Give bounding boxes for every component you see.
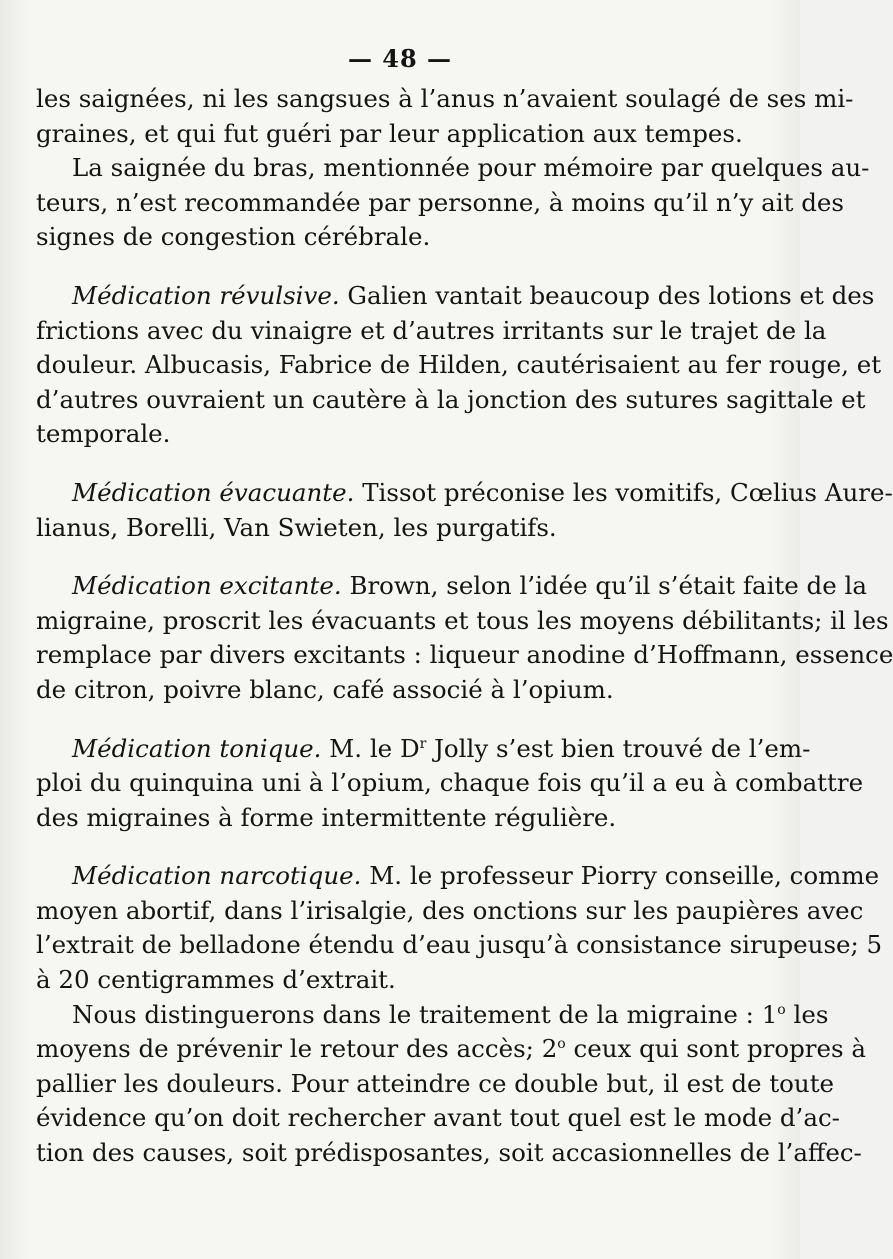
- paragraph-nous-distinguerons: [36, 998, 866, 1171]
- text-line: de citron, poivre blanc, café associé à l’opium.: [36, 674, 614, 704]
- paragraph-medication-narcotique: [36, 859, 883, 997]
- text-line: moyen abortif, dans l’irisalgie, des onctions sur les paupières avec: [36, 895, 864, 925]
- text-line: Médication tonique. M. le $D^r$ Jolly s’est bien trouvé de l’em-: [72, 733, 811, 763]
- text-line: signes de congestion cérébrale.: [36, 222, 431, 252]
- paragraph-medication-excitante: [36, 569, 893, 707]
- text-line: l’extrait de belladone étendu d’eau jusqu’à consistance sirupeuse; 5: [36, 930, 883, 960]
- section-heading: Médication narcotique.: [72, 861, 362, 891]
- text-line: remplace par divers excitants : liqueur anodine d’Hoffmann, essence: [36, 640, 893, 670]
- text-line: évidence qu’on doit rechercher avant tout quel est le mode d’ac-: [36, 1103, 840, 1133]
- text-line: La saignée du bras, mentionnée pour mémoire par quelques au-: [72, 153, 870, 183]
- text-line: migraine, proscrit les évacuants et tous les moyens débilitants; il les: [36, 605, 889, 635]
- paragraph-medication-revulsive: [36, 279, 882, 452]
- text-line: temporale.: [36, 419, 171, 449]
- page-text: [36, 82, 893, 1171]
- text-line: des migraines à forme intermittente régulière.: [36, 802, 617, 832]
- text-line: lianus, Borelli, Van Swieten, les purgatifs.: [36, 512, 557, 542]
- text-line: teurs, n’est recommandée par personne, à moins qu’il n’y ait des: [36, 187, 844, 217]
- text-line: à 20 centigrammes d’extrait.: [36, 965, 396, 995]
- paragraph-saignees: [36, 82, 854, 151]
- paragraph-medication-evacuante: [36, 476, 893, 545]
- section-heading: Médication révulsive.: [72, 280, 340, 310]
- text-line: pallier les douleurs. Pour atteindre ce double but, il est de toute: [36, 1068, 835, 1098]
- paragraph-saignee-du-bras: [36, 151, 870, 255]
- text-line: Médication évacuante. Tissot préconise les vomitifs, Cœlius Aure-: [72, 477, 893, 507]
- text-line: graines, et qui fut guéri par leur application aux tempes.: [36, 118, 743, 148]
- text-line: frictions avec du vinaigre et d’autres irritants sur le trajet de la: [36, 315, 827, 345]
- text-line: ploi du quinquina uni à l’opium, chaque fois qu’il a eu à combattre: [36, 768, 864, 798]
- section-heading: Médication tonique.: [72, 733, 322, 763]
- text-line: Médication excitante. Brown, selon l’idée qu’il s’était faite de la: [72, 571, 867, 601]
- text-line: tion des causes, soit prédisposantes, soit accasionnelles de l’affec-: [36, 1138, 862, 1168]
- text-line: les saignées, ni les sangsues à l’anus n’avaient soulagé de ses mi-: [36, 84, 854, 113]
- text-line: Médication révulsive. Galien vantait beaucoup des lotions et des: [72, 280, 875, 310]
- section-heading: Médication excitante.: [72, 571, 342, 601]
- paragraph-medication-tonique: [36, 732, 864, 836]
- text-line: Nous distinguerons dans le traitement de la migraine : 1$^o$ les: [72, 999, 829, 1029]
- text-line: d’autres ouvraient un cautère à la jonction des sutures sagittale et: [36, 384, 866, 414]
- text-line: moyens de prévenir le retour des accès; 2$^o$ ceux qui sont propres à: [36, 1034, 866, 1064]
- page-number: — 48 —: [347, 44, 453, 73]
- section-heading: Médication évacuante.: [72, 477, 355, 507]
- text-line: Médication narcotique. M. le professeur Piorry conseille, comme: [72, 861, 880, 891]
- text-line: douleur. Albucasis, Fabrice de Hilden, cautérisaient au fer rouge, et: [36, 350, 882, 380]
